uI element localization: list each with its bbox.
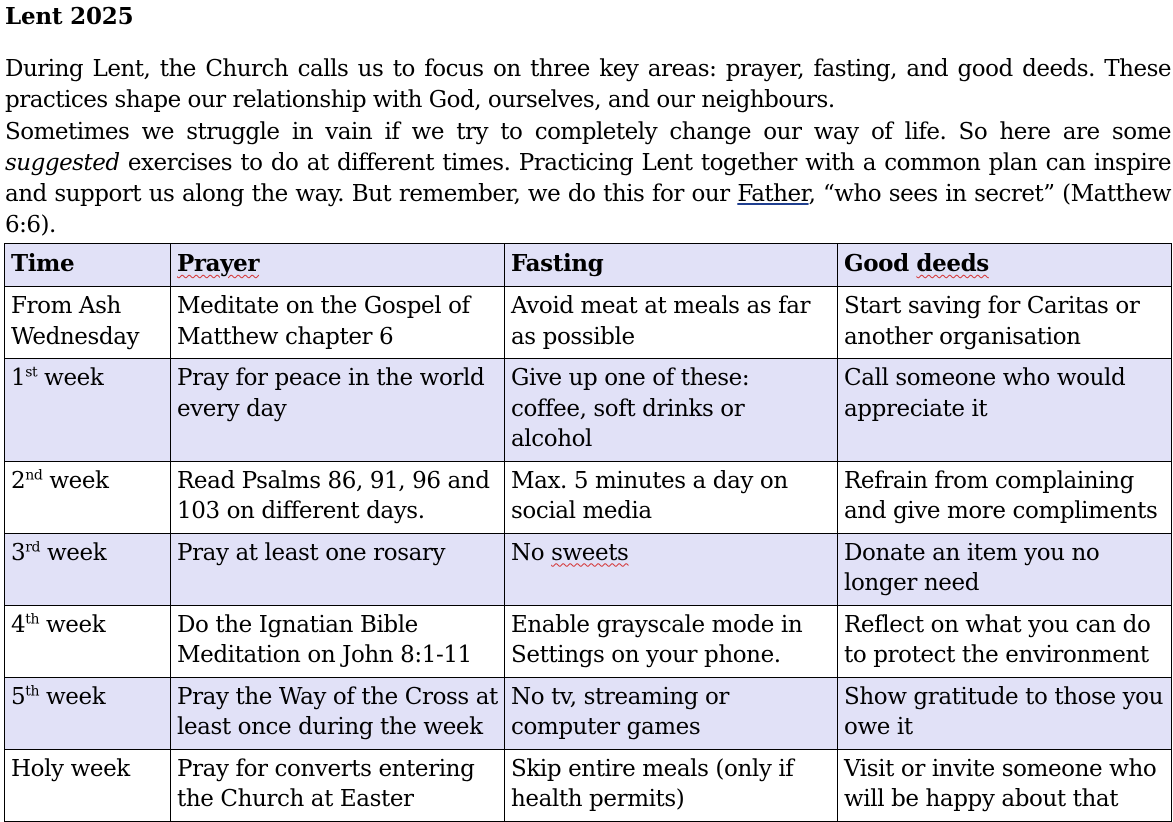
table-row xyxy=(5,461,1172,533)
week-word: week xyxy=(39,611,106,638)
week-ordinal-suffix: th xyxy=(25,610,40,627)
good-deeds-cell: Reflect on what you can do to protect the environment xyxy=(838,605,1172,677)
intro-text-part: Sometimes we struggle in vain if we try to completely change our way of life. So here are some xyxy=(5,118,1171,145)
fasting-cell: No tv, streaming or computer games xyxy=(505,677,838,749)
intro-text-part: exercises to do at different times. Practicing Lent together with a common plan can inspire and support us along the way. But remember, we do this for our xyxy=(5,149,1171,208)
time-cell: From Ash Wednesday xyxy=(5,287,171,359)
header-prayer-label: Prayer xyxy=(177,250,260,277)
table-row xyxy=(5,287,1172,359)
good-deeds-cell: Donate an item you no longer need xyxy=(838,533,1172,605)
fasting-text: No xyxy=(511,539,552,566)
good-deeds-cell: Refrain from complaining and give more compliments xyxy=(838,461,1172,533)
time-cell xyxy=(5,605,171,677)
good-deeds-cell: Start saving for Caritas or another organisation xyxy=(838,287,1172,359)
intro-paragraph-1: During Lent, the Church calls us to focus on three key areas: prayer, fasting, and good deeds. These practices shape our relationship with God, ourselves, and our neighbours. xyxy=(5,56,1171,114)
week-number: 5 xyxy=(11,683,26,710)
fasting-cell: Give up one of these: coffee, soft drinks or alcohol xyxy=(505,359,838,462)
table-row xyxy=(5,359,1172,462)
prayer-cell: Do the Ignatian Bible Meditation on John 8:1-11 xyxy=(171,605,505,677)
lent-plan-table xyxy=(4,243,1172,822)
week-ordinal-suffix: th xyxy=(25,682,40,699)
fasting-cell: Max. 5 minutes a day on social media xyxy=(505,461,838,533)
week-ordinal-suffix: nd xyxy=(25,466,43,483)
father-word: Father xyxy=(737,181,809,208)
week-number: 2 xyxy=(11,467,26,494)
prayer-cell: Pray the Way of the Cross at least once during the week xyxy=(171,677,505,749)
good-deeds-cell: Visit or invite someone who will be happy about that xyxy=(838,749,1172,821)
fasting-cell xyxy=(505,533,838,605)
good-deeds-cell: Show gratitude to those you owe it xyxy=(838,677,1172,749)
fasting-cell: Avoid meat at meals as far as possible xyxy=(505,287,838,359)
prayer-cell: Pray at least one rosary xyxy=(171,533,505,605)
document-title: Lent 2025 xyxy=(5,3,134,30)
good-deeds-cell: Call someone who would appreciate it xyxy=(838,359,1172,462)
header-good-deeds: Good deeds xyxy=(838,244,1172,287)
prayer-cell: Pray for converts entering the Church at Easter xyxy=(171,749,505,821)
table-row xyxy=(5,749,1172,821)
prayer-cell: Meditate on the Gospel of Matthew chapter 6 xyxy=(171,287,505,359)
prayer-cell: Read Psalms 86, 91, 96 and 103 on different days. xyxy=(171,461,505,533)
prayer-cell: Pray for peace in the world every day xyxy=(171,359,505,462)
week-ordinal-suffix: st xyxy=(25,364,38,381)
week-word: week xyxy=(39,683,106,710)
fasting-cell: Skip entire meals (only if health permits) xyxy=(505,749,838,821)
fasting-cell: Enable grayscale mode in Settings on your phone. xyxy=(505,605,838,677)
header-prayer xyxy=(171,244,505,287)
fasting-word-sweets: sweets xyxy=(551,539,629,566)
week-number: 4 xyxy=(11,611,26,638)
header-deeds-word: deeds xyxy=(916,250,989,277)
week-ordinal-suffix: rd xyxy=(25,538,41,555)
intro-text-part: , “who sees in secret” (Matthew 6:6). xyxy=(5,181,1171,239)
week-word: week xyxy=(42,467,109,494)
table-row xyxy=(5,605,1172,677)
time-cell xyxy=(5,677,171,749)
week-word: week xyxy=(37,365,104,391)
time-cell: Holy week xyxy=(5,749,171,821)
intro-paragraph-2 xyxy=(5,117,1171,242)
time-cell xyxy=(5,461,171,533)
header-fasting: Fasting xyxy=(505,244,838,287)
table-row xyxy=(5,533,1172,605)
emphasis-word: suggested xyxy=(5,149,120,176)
header-time: Time xyxy=(5,244,171,287)
week-number: 1 xyxy=(11,365,26,391)
intro-text xyxy=(5,54,1171,242)
time-cell xyxy=(5,533,171,605)
time-cell xyxy=(5,359,171,462)
table-row xyxy=(5,677,1172,749)
table-header-row xyxy=(5,244,1172,287)
week-word: week xyxy=(40,539,107,566)
week-number: 3 xyxy=(11,539,26,566)
